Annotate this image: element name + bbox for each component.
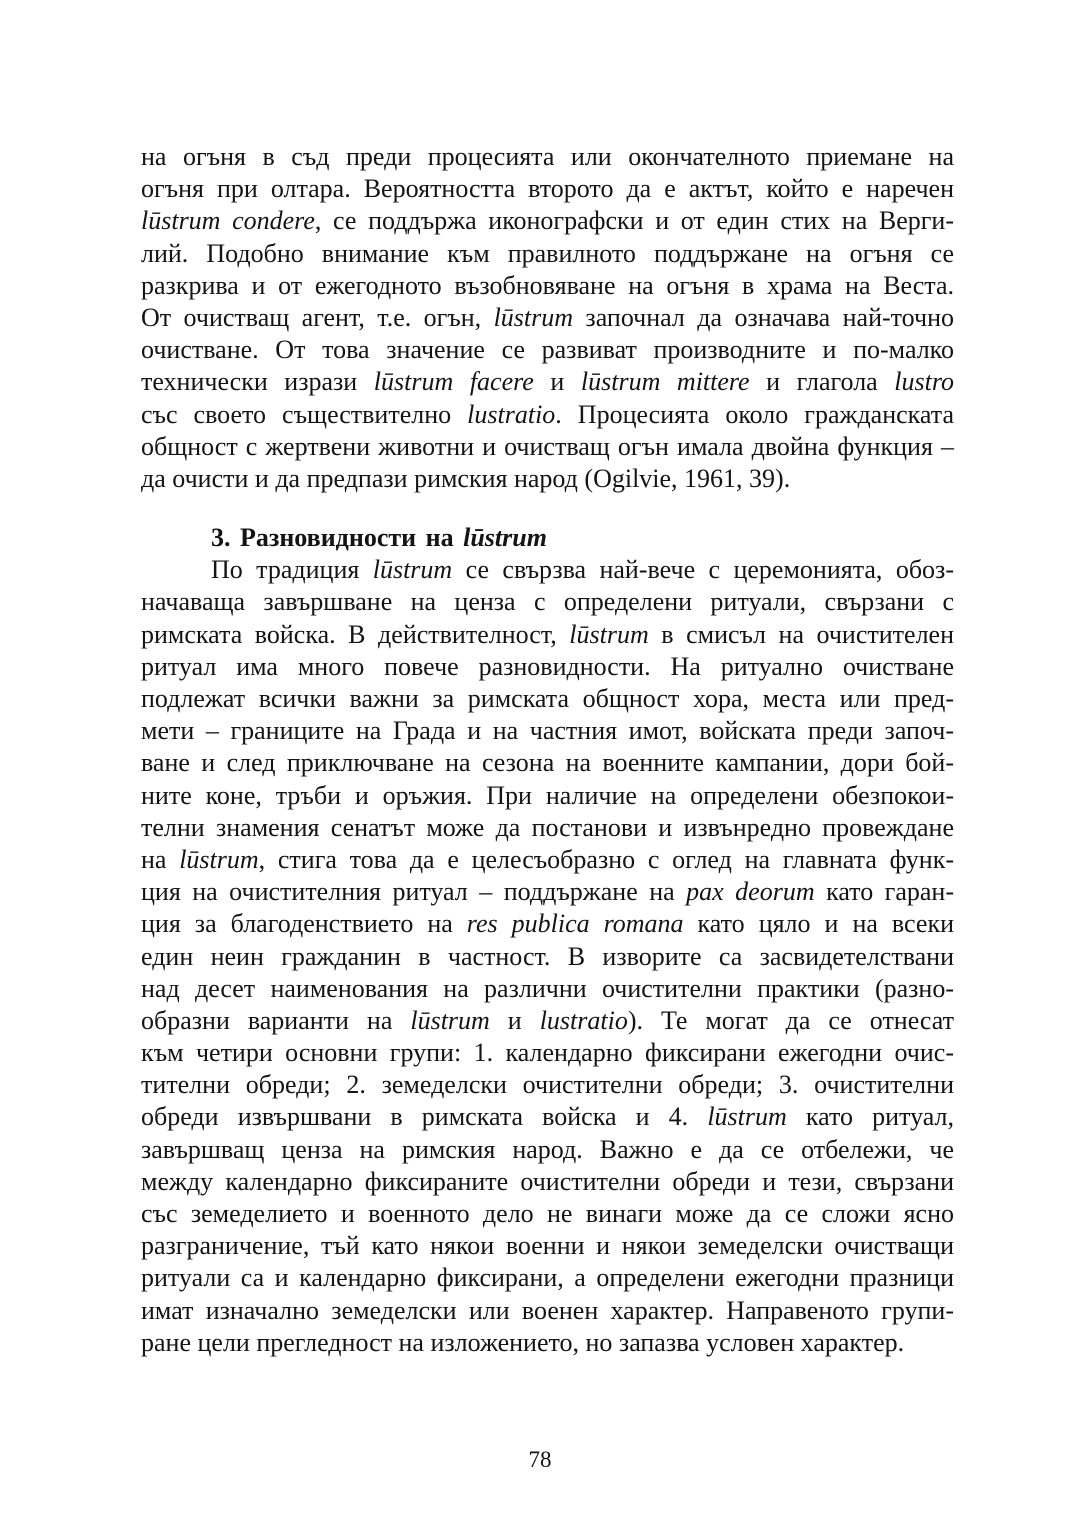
text-line bbox=[141, 844, 954, 876]
text-line bbox=[141, 399, 954, 431]
text-line bbox=[141, 1069, 954, 1101]
latin-term: lūstrum mittere bbox=[580, 367, 750, 397]
text-run: общност с жертвени животни и очистващ огън имала двойна функция – bbox=[141, 431, 954, 461]
text-line bbox=[141, 141, 954, 173]
text-run: образни варианти на bbox=[141, 1005, 411, 1035]
section-number: 3. bbox=[211, 523, 231, 553]
latin-term: lūstrum bbox=[410, 1005, 490, 1035]
text-run: ция за благоденствието на bbox=[141, 909, 467, 939]
text-run: се свързва най-вече с церемонията, обоз- bbox=[452, 555, 954, 585]
latin-term: lustratio bbox=[467, 399, 556, 429]
text-line bbox=[141, 334, 954, 366]
text-run: към четири основни групи: 1. календарно фиксирани ежегодни очис- bbox=[141, 1038, 954, 1068]
text-run: тителни обреди; 2. земеделски очистителни обреди; 3. очистителни bbox=[141, 1070, 954, 1100]
text-run: телни знамения сенатът може да постанови и извънредно провеждане bbox=[141, 812, 954, 842]
text-run: очистване. От това значение се развиват производните и по-малко bbox=[141, 335, 954, 365]
latin-term: lūstrum bbox=[493, 302, 574, 332]
text-run: ). Те могат да се отнесат bbox=[627, 1005, 954, 1035]
text-run: със своето съществително bbox=[141, 399, 468, 429]
text-run: ция на очистителния ритуал – поддържане на bbox=[141, 877, 687, 907]
text-run: и bbox=[489, 1005, 540, 1035]
latin-term: lustratio bbox=[539, 1005, 628, 1035]
text-run: мети – границите на Града и на частния имот, войската преди започ- bbox=[141, 716, 954, 746]
text-run: над десет наименования на различни очистителни практики (разно- bbox=[141, 973, 954, 1003]
text-run: огъня при олтара. Вероятността второто да е актът, който е наречен bbox=[141, 174, 954, 204]
text-run: един неин гражданин в частност. В изворите са засвидетелствани bbox=[141, 941, 954, 971]
text-line bbox=[141, 651, 954, 683]
text-line bbox=[141, 431, 954, 463]
text-run: , стига това да е целесъобразно с оглед на главната функ- bbox=[258, 844, 954, 874]
text-line bbox=[141, 812, 954, 844]
text-run: технически изрази bbox=[141, 367, 374, 397]
text-line bbox=[141, 747, 954, 779]
text-run: По традиция bbox=[211, 555, 373, 585]
text-run: между календарно фиксираните очистителни обреди и тези, свързани bbox=[141, 1166, 954, 1196]
text-run: римската войска. В действителност, bbox=[141, 619, 570, 649]
text-line bbox=[141, 973, 954, 1005]
text-run: започнал да означава най-точно bbox=[573, 302, 954, 332]
text-line bbox=[141, 908, 954, 940]
text-run: начаваща завършване на ценза с определени ритуали, свързани с bbox=[141, 587, 954, 617]
text-line bbox=[141, 1101, 954, 1133]
latin-term: lustro bbox=[894, 367, 954, 397]
page-body bbox=[141, 141, 954, 1359]
text-run: и bbox=[533, 367, 581, 397]
latin-term: pax deorum bbox=[686, 877, 815, 907]
text-line bbox=[141, 366, 954, 398]
text-run: разграничение, тъй като някои военни и някои земеделски очистващи bbox=[141, 1231, 954, 1261]
text-run: , се поддържа иконографски и от един стих на Верги- bbox=[314, 206, 955, 236]
text-run: ните коне, тръби и оръжия. При наличие на определени обезпокои- bbox=[141, 780, 954, 810]
text-run: ритуал има много повече разновидности. На ритуално очистване bbox=[141, 651, 954, 681]
text-run: като ритуал, bbox=[786, 1102, 954, 1132]
latin-term: lūstrum facere bbox=[373, 367, 534, 397]
text-run: ване и след приключване на сезона на военните кампании, дори бой- bbox=[141, 748, 954, 778]
text-run: като гаран- bbox=[814, 877, 954, 907]
text-run: имат изначално земеделски или военен характер. Направеното групи- bbox=[141, 1295, 954, 1325]
text-line bbox=[141, 302, 954, 334]
latin-term: lūstrum bbox=[372, 555, 453, 585]
text-line bbox=[141, 1262, 954, 1294]
latin-term: lūstrum bbox=[179, 844, 259, 874]
text-run: и глагола bbox=[749, 367, 895, 397]
text-run: ране цели прегледност на изложението, но запазва условен характер. bbox=[141, 1327, 905, 1357]
text-line bbox=[141, 780, 954, 812]
text-line bbox=[141, 238, 954, 270]
latin-term: res publica romana bbox=[466, 909, 684, 939]
text-run: ритуали са и календарно фиксирани, а определени ежегодни празници bbox=[141, 1263, 954, 1293]
latin-term: lūstrum condere bbox=[141, 206, 315, 236]
text-run: разкрива и от ежегодното възобновяване на огъня в храма на Веста. bbox=[141, 270, 954, 300]
text-line bbox=[141, 586, 954, 618]
text-line bbox=[141, 683, 954, 715]
text-run: на огъня в съд преди процесията или окончателното приемане на bbox=[141, 142, 954, 171]
text-run: . Процесията около гражданската bbox=[555, 399, 954, 429]
text-line bbox=[141, 1230, 954, 1262]
section-heading bbox=[141, 522, 954, 554]
text-line bbox=[141, 1327, 954, 1359]
latin-term: lūstrum bbox=[707, 1102, 787, 1132]
text-run: подлежат всички важни за римската общност хора, места или пред- bbox=[141, 684, 954, 713]
text-line bbox=[141, 1037, 954, 1069]
text-run: завършващ ценза на римския народ. Важно е да се отбележи, че bbox=[141, 1134, 954, 1164]
latin-term: lūstrum bbox=[569, 619, 649, 649]
text-line bbox=[141, 205, 954, 237]
page-number: 78 bbox=[528, 1447, 552, 1472]
text-line bbox=[141, 1198, 954, 1230]
text-run: като цяло и на всеки bbox=[683, 909, 954, 939]
text-run: лий. Подобно внимание към правилното поддържане на огъня се bbox=[141, 238, 954, 268]
text-line bbox=[141, 1134, 954, 1166]
text-run: От очистващ агент, т.е. огън, bbox=[141, 302, 494, 332]
text-line bbox=[141, 554, 954, 586]
text-line bbox=[141, 1166, 954, 1198]
text-run: със земеделието и военното дело не винаги може да се сложи ясно bbox=[141, 1199, 954, 1228]
section-title-term: lūstrum bbox=[463, 523, 547, 553]
paragraph-1 bbox=[141, 141, 954, 495]
text-line bbox=[141, 463, 954, 495]
text-line bbox=[141, 876, 954, 908]
text-line bbox=[141, 619, 954, 651]
text-run: обреди извършвани в римската войска и 4. bbox=[141, 1102, 708, 1132]
text-line bbox=[141, 715, 954, 747]
text-run: на bbox=[141, 844, 180, 874]
text-line bbox=[141, 1295, 954, 1327]
text-line bbox=[141, 941, 954, 973]
text-line bbox=[141, 173, 954, 205]
text-line bbox=[141, 270, 954, 302]
text-run: в смисъл на очистителен bbox=[648, 619, 954, 649]
text-run: да очисти и да предпази римския народ (Ogilvie, 1961, 39). bbox=[141, 463, 791, 493]
text-line bbox=[141, 1005, 954, 1037]
section-title: Разновидности на bbox=[240, 523, 454, 553]
paragraph-2 bbox=[141, 554, 954, 1359]
